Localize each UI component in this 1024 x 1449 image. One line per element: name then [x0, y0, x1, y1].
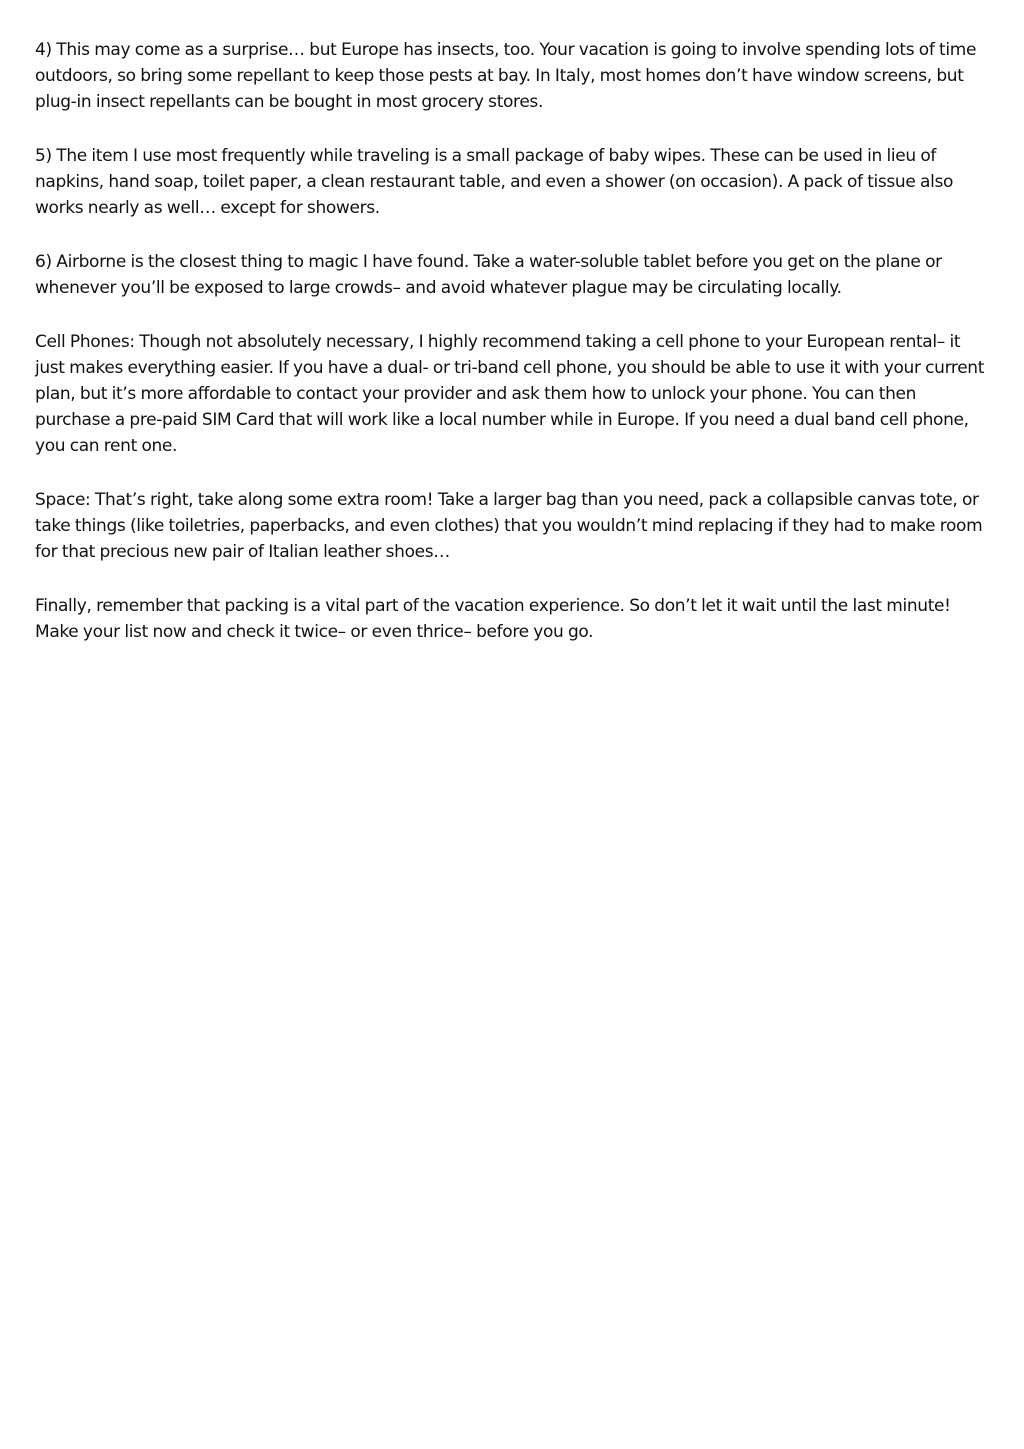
document-page [35, 37, 990, 673]
paragraph-space: Space: That’s right, take along some extra room! Take a larger bag than you need, pack a collapsible canvas tote, or take things (like toiletries, paperbacks, and even clothes) that you wouldn’t mind replacing if they had to make room for that precious new pair of Italian leather shoes… [35, 490, 983, 562]
paragraph-cell-phones: Cell Phones: Though not absolutely necessary, I highly recommend taking a cell phone to your European rental– it just makes everything easier. If you have a dual- or tri-band cell phone, you should be able to use it with your current plan, but it’s more affordable to contact your provider and ask them how to unlock your phone. You can then purchase a pre-paid SIM Card that will work like a local number while in Europe. If you need a dual band cell phone, you can rent one. [35, 332, 985, 456]
paragraph-finally: Finally, remember that packing is a vital part of the vacation experience. So don’t let it wait until the last minute! Make your list now and check it twice– or even thrice– before you go. [35, 596, 951, 642]
paragraph-insect-repellant: 4) This may come as a surprise… but Europe has insects, too. Your vacation is going to involve spending lots of time outdoors, so bring some repellant to keep those pests at bay. In Italy, most homes don’t have window screens, but plug-in insect repellants can be bought in most grocery stores. [35, 40, 977, 112]
paragraph-baby-wipes: 5) The item I use most frequently while traveling is a small package of baby wipes. These can be used in lieu of napkins, hand soap, toilet paper, a clean restaurant table, and even a shower (on occasion). A pack of tissue also works nearly as well… except for showers. [35, 146, 954, 218]
paragraph-airborne: 6) Airborne is the closest thing to magic I have found. Take a water-soluble tablet before you get on the plane or whenever you’ll be exposed to large crowds– and avoid whatever plague may be circulating locally. [35, 252, 942, 298]
